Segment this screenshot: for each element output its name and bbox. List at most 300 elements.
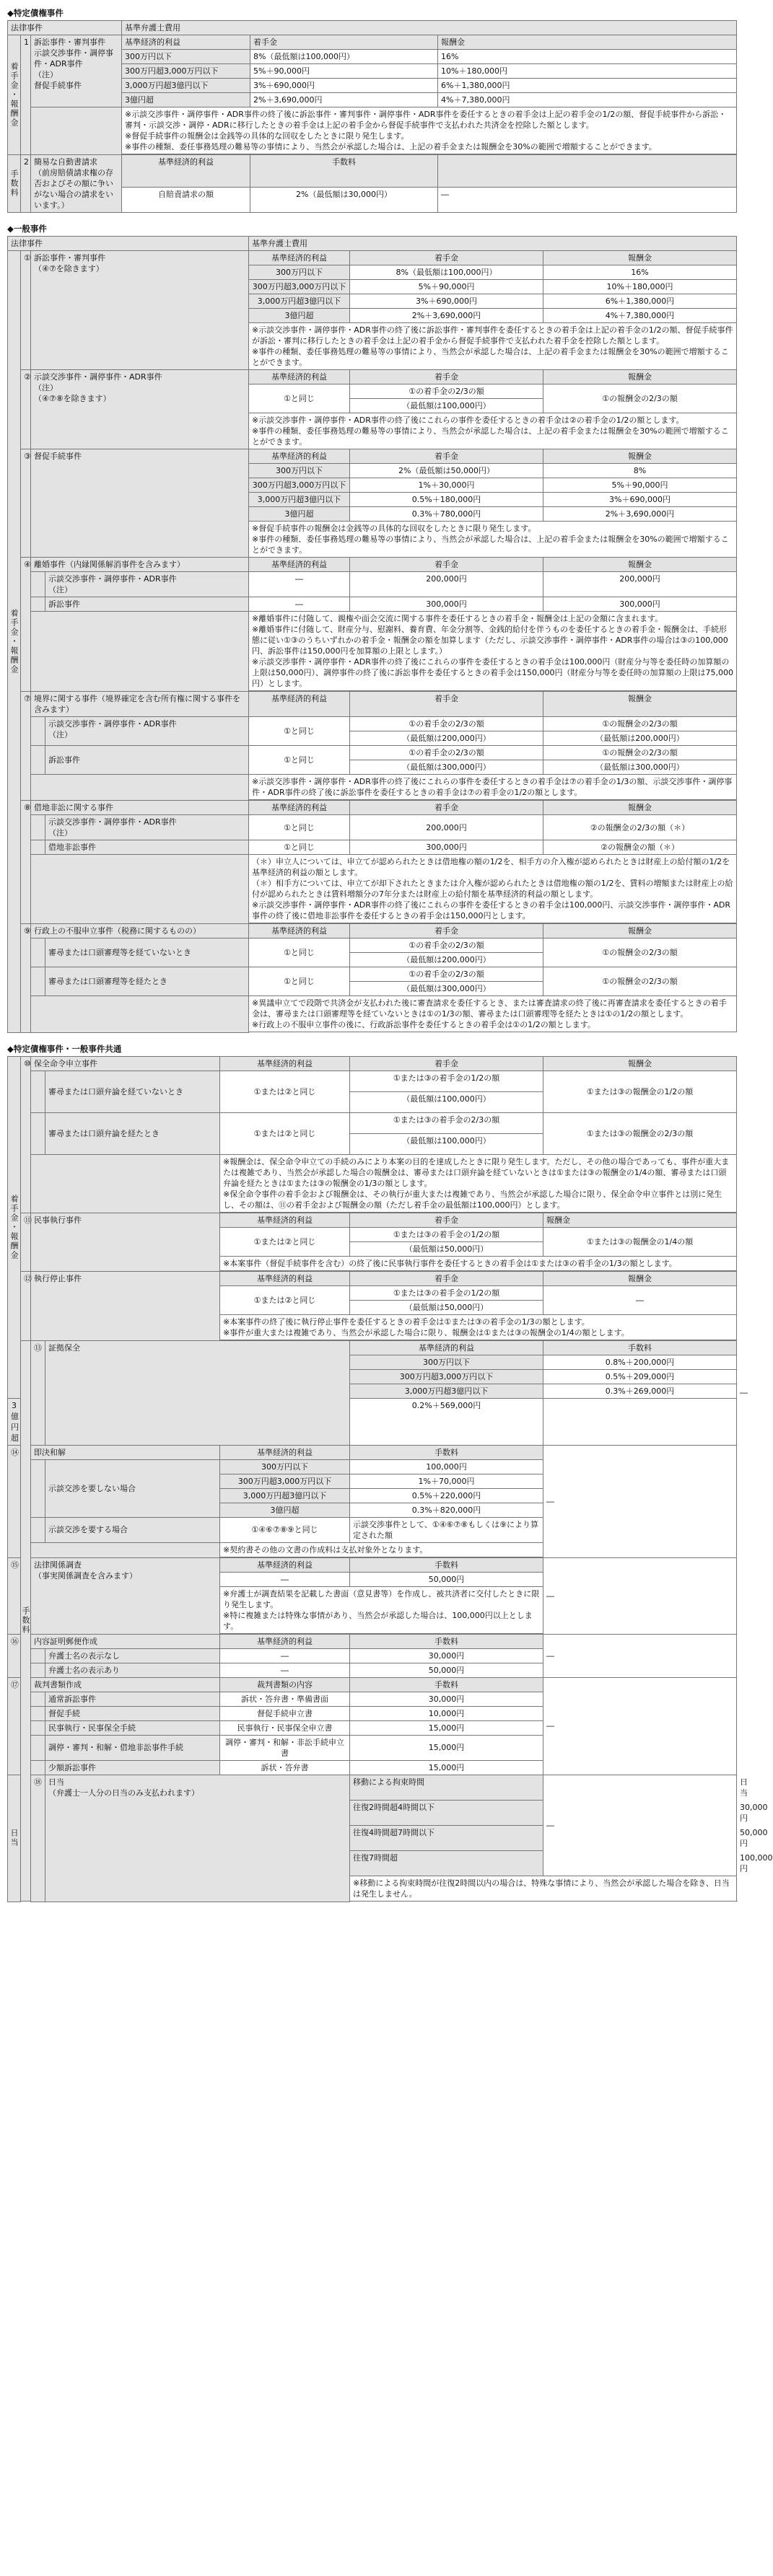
cell: 8%（最低額は100,000円） <box>250 50 438 64</box>
col-header: 基準経済的利益 <box>122 35 250 50</box>
side-label-commission: 手数料 <box>21 1340 31 1901</box>
col-header: 着手金 <box>250 35 438 50</box>
cell: 50,000円 <box>350 1572 543 1586</box>
cell: （最低額は50,000円） <box>350 1241 543 1256</box>
cell: ― <box>543 1677 737 1775</box>
cell: ①と同じ <box>249 717 350 746</box>
note-line: ※弁護士が調査結果を記載した書面（意見書等）を作成し、被共済者に交付したときに限り発生します。 <box>223 1588 540 1609</box>
item-number: ⑰ <box>8 1677 21 1775</box>
cell: ①または②と同じ <box>220 1071 350 1112</box>
table-row <box>8 746 737 760</box>
sub-item: 審尋または口頭弁論を経たとき <box>45 1112 220 1154</box>
col-header: 基準経済的利益 <box>249 558 350 572</box>
blank-cell <box>31 1720 45 1735</box>
common-fee-table: 着手金・報酬金 ⑩ 保全命令申立事件 基準経済的利益 着手金 報酬金 審尋または口頭弁論を経ていないとき ①または②と同じ ①または③の着手金の1/2の額 ①または③の報酬金の1/2の額 （最低額は100,000円） 審尋または口頭弁論を経たとき ①または②と同じ ①または③の着手金の2/3の額 ①または③の報酬金の2/3の額 （最低額は100,000円） ※報酬金は、保全命令申立ての手続のみにより本案の目的を達成したときに限り発生します。ただし、その他の場合であっても、事件が重大または複雑であり、当然会が承認した場合の報酬金は、審尋または口頭弁論を経ていないときは①または③の報酬金の1/4の額、審尋または口頭弁論を経たときは①または③の報酬金の1/3の額とします。 ※保全命令事件の着手金および報酬金は、その執行が重大または複雑であり、当然会が承認した場合に限り、保全命令申立事件とは別に発生し、その額は、⑪の着手金および報酬金の額（ただし着手金の最低額は100,000円）とします。 ⑪ 民事執行事件 基準経済的利益 着手金 報酬金 ①または②と同じ ①または③の着手金の1/2の額 ①または③の報酬金の1/4の額 （最低額は50,000円） ※本案事件（督促手続事件を含む）の終了後に民事執行事件を委任するときの着手金は①または③の着手金の1/3の額とします。 ⑫ 執行停止事件 基準経済的利益 着手金 報酬金 ①または②と同じ ①または③の着手金の1/2の額 ― （最低額は50,000円） ※本案事件の終了後に執行停止事件を委任するときの着手金は①または③の着手金の1/3の額とします。 ※事件が重大または複雑であり、当然会が承認した場合に限り、報酬金は①または③の報酬金の1/4の額とします。 手数料 ⑬ 証拠保全 基準経済的利益 手数料 ― 300万円以下 0.8%＋200,000円 300万円超3,000万円以下 0.5%＋209,000円 3,000万円超3億円以下 0.3%＋269,000円 3億円超 0.2%＋569,000円 ⑭ 即決和解 基準経済的利益 手数料 ― 示談交渉を要しない場合 300万円以下 100,000円 300万円超3,000万円以下 1%＋70,000円 3,000万円超3億円以下 0.5%＋220,000円 3億円超 0.3%＋820,000円 示談交渉を要する場合 ①④⑥⑦⑧⑨と同じ 示談交渉事件として、①④⑥⑦⑧もしくは⑨により算定された額 ※契約書その他の文書の作成料は支払対象外となります。 ⑮ 法律関係調査 （事実関係調査を含みます） 基準経済的利益 手数料 ― ― 50,000円 ※弁護士が調査結果を記載した書面（意見書等）を作成し、被共済者に交付したときに限り発生します。 ※特に複雑または特殊な事情があり、当然会が承認した場合は、100,000円以上とします。 ⑯ 内容証明郵便作成 基準経済的利益 手数料 ― 弁護士名の表示なし ― 30,000円 弁護士名の表示あり ― 50,000円 ⑰ 裁判書類作成 裁判書類の内容 手数料 ― 通常訴訟事件 訴状・答弁書・準備書面 30,000円 督促手続 督促手続申立書 10,000円 民事執行・民事保全手続 民事執行・民事保全申立書 15,000円 調停・審判・和解・借地非訟事件手続 調停・審判・和解・非訟手続申立書 15,000円 少額訴訟事件 訴状・答弁書 15,000円 日当 ⑱ 日当 （弁護士一人分の日当のみ支払われます） 移動による拘束時間 ― 日当 往復2時間超4時間以下 30,000円 往復4時間超7時間以下 50,000円 往復7時間超 100,000円 ※移動による拘束時間が往復2時間以内の場合は、特殊な事情により、当然会が承認した場合を除き、日当は発生しません。 <box>7 1056 737 1902</box>
cell: ①と同じ <box>249 746 350 775</box>
col-header: 手数料 <box>350 1445 543 1459</box>
item-label: 離婚事件（内縁関係解消事件を含みます） <box>31 558 249 572</box>
cell: 0.8%＋200,000円 <box>543 1355 737 1369</box>
cell: 3億円超 <box>122 93 250 107</box>
cell: 6%＋1,380,000円 <box>438 79 737 93</box>
note-line: ※示談交渉事件・調停事件・ADR事件の終了後にこれらの事件を委任するときの着手金は⑦の着手金の1/3の額、示談交渉事件・調停事件・ADR事件の終了後に訴訟事件を委任するときの着手金は⑦の着手金の1/2の額とします。 <box>252 777 733 797</box>
item-number: ⑬ <box>31 1340 45 1445</box>
item-line: 簡易な自動書請求 <box>34 157 97 167</box>
note-line: ※行政上の不服申立事件の後に、行政訴訟事件を委任するときの着手金は①の1/2の額とします。 <box>252 1020 595 1029</box>
col-header: 基準経済的利益 <box>249 692 350 717</box>
blank-cell <box>31 1154 220 1213</box>
sub-item: 訴訟事件 <box>45 746 249 775</box>
cell: （最低額は200,000円） <box>350 953 543 967</box>
table-row <box>8 597 737 612</box>
cell: （最低額は300,000円） <box>350 982 543 996</box>
cell: 15,000円 <box>350 1735 543 1760</box>
blank-cell <box>31 1517 45 1542</box>
cell: ①と同じ <box>249 967 350 996</box>
cell: ― <box>220 1572 350 1586</box>
note-line: ※事件の種類、委任事務処理の難易等の事情により、当然会が承認した場合は、上記の着手金または報酬金を30%の範囲で増額することができます。 <box>252 535 729 555</box>
col-header: 報酬金 <box>543 449 737 464</box>
col-header: 報酬金 <box>438 35 737 50</box>
cell: 2%（最低額は30,000円） <box>250 188 438 213</box>
cell: ①の着手金の2/3の額 <box>350 938 543 953</box>
item-label: 境界に関する事件（境界確定を含む所有権に関する事件を含みます） <box>31 692 249 717</box>
notes <box>249 323 737 370</box>
sub-item-line: 示談交渉事件・調停事件・ADR事件 <box>48 719 177 729</box>
cell: 0.5%＋180,000円 <box>350 493 543 507</box>
cell: 300万円超3,000万円以下 <box>122 64 250 79</box>
cell: ― <box>543 1557 737 1634</box>
table-row <box>8 1071 737 1091</box>
col-header: 基準経済的利益 <box>220 1271 350 1285</box>
col-header: 手数料 <box>350 1557 543 1572</box>
col-header: 報酬金 <box>543 924 737 938</box>
item-number: ⑮ <box>8 1557 21 1634</box>
note-line: ※保全命令事件の着手金および報酬金は、その執行が重大または複雑であり、当然会が承認した場合に限り、保全命令申立事件とは別に発生し、その額は、⑪の着手金および報酬金の額（ただし着手金の最低額は100,000円）とします。 <box>223 1189 722 1210</box>
col-header: 着手金 <box>350 1056 543 1071</box>
item-label: 督促手続事件 <box>31 449 249 558</box>
cell: 300万円以下 <box>249 464 350 478</box>
item-line: （④⑦を除きます） <box>34 264 104 273</box>
cell: 0.3%＋780,000円 <box>350 507 543 522</box>
note-line: ※移動による拘束時間が往復2時間以内の場合は、特殊な事情により、当然会が承認した場合を除き、日当は発生しません。 <box>353 1878 730 1899</box>
cell: 8% <box>543 464 737 478</box>
col-header: 基準経済的利益 <box>249 449 350 464</box>
cell: （最低額は300,000円） <box>350 760 543 775</box>
col-header: 着手金 <box>350 1213 543 1227</box>
cell: 往復7時間超 <box>350 1850 543 1876</box>
col-header: 報酬金 <box>543 1056 737 1071</box>
cell: 往復2時間超4時間以下 <box>350 1800 543 1825</box>
col-header: 着手金 <box>350 801 543 815</box>
item-label: 内容証明郵便作成 <box>31 1634 220 1648</box>
cell: ①の報酬金の2/3の額 <box>543 717 737 731</box>
cell: 15,000円 <box>350 1720 543 1735</box>
item-line: 日当 <box>48 1777 64 1787</box>
col-header: 手数料 <box>250 155 438 188</box>
sub-item: 通常訴訟事件 <box>45 1692 220 1706</box>
notes <box>220 1586 543 1633</box>
sub-item: 審尋または口頭審理等を経ていないとき <box>45 938 249 967</box>
cell: ①または③の報酬金の1/2の額 <box>543 1071 737 1112</box>
cell: ①の着手金の2/3の額 <box>350 967 543 982</box>
note-line: ※事件の種類、委任事務処理の難易等の事情により、当然会が承認した場合は、上記の着手金または報酬金を30%の範囲で増額することができます。 <box>252 347 729 367</box>
cell: 10,000円 <box>350 1706 543 1720</box>
sub-item: 審尋または口頭弁論を経ていないとき <box>45 1071 220 1112</box>
blank-cell <box>31 1735 45 1760</box>
cell: 調停・審判・和解・非訟手続申立書 <box>220 1735 350 1760</box>
item-label: 保全命令申立事件 <box>31 1056 220 1071</box>
item-line: 示談交渉事件・調停事件・ADR事件 <box>34 372 162 382</box>
item-label: 民事執行事件 <box>31 1213 220 1271</box>
sub-item: 督促手続 <box>45 1706 220 1720</box>
sub-item-line: （注） <box>48 730 72 739</box>
col-header: 基準経済的利益 <box>249 370 350 384</box>
cell: ②の報酬金の額（＊） <box>543 840 737 855</box>
cell: 50,000円 <box>350 1663 543 1677</box>
note-line: ※離婚事件に付随して、親権や面会交流に関する事件を委任するときの着手金・報酬金は上記の金額に含まれます。 <box>252 614 663 623</box>
notes <box>122 107 737 154</box>
blank-cell <box>438 155 737 188</box>
cell: ― <box>543 1445 737 1557</box>
cell: ― <box>249 597 350 612</box>
cell: ― <box>220 1648 350 1663</box>
col-header: 報酬金 <box>543 1271 737 1285</box>
section-title-specific: ◆特定債権事件 <box>7 8 64 18</box>
cell: ①または②と同じ <box>220 1285 350 1314</box>
cell: 3,000万円超3億円以下 <box>249 294 350 309</box>
blank-cell <box>31 1459 45 1517</box>
col-header: 基準経済的利益 <box>220 1445 350 1459</box>
cell: 200,000円 <box>350 815 543 840</box>
cell: ①の着手金の2/3の額 <box>350 717 543 731</box>
blank-cell <box>31 717 45 746</box>
cell: 16% <box>438 50 737 64</box>
item-label: 即決和解 <box>31 1445 220 1459</box>
col-header: 着手金 <box>350 449 543 464</box>
table-row: 往復7時間超 100,000円 <box>8 1850 737 1876</box>
sub-item: 借地非訟事件 <box>45 840 249 855</box>
col-header: 基準経済的利益 <box>249 924 350 938</box>
item-label: 執行停止事件 <box>31 1271 220 1340</box>
cell: 15,000円 <box>350 1760 543 1775</box>
blank-cell <box>31 1648 45 1663</box>
notes <box>249 612 737 691</box>
general-fee-table <box>7 236 737 1033</box>
cell: 300,000円 <box>543 597 737 612</box>
item-line: 訴訟事件・審判事件 <box>34 253 105 263</box>
cell: 訴状・答弁書・準備書面 <box>220 1692 350 1706</box>
cell: 5%＋90,000円 <box>350 280 543 294</box>
item-line: 示談交渉事件・調停事件・ADR事件 <box>34 48 113 69</box>
table-row <box>8 717 737 731</box>
cell: ― <box>249 572 350 597</box>
note-line: ※事件が重大または複雑であり、当然会が承認した場合に限り、報酬金は①または③の報酬金の1/4の額とします。 <box>223 1327 629 1337</box>
sub-item <box>45 815 249 840</box>
cell: 3%＋690,000円 <box>543 493 737 507</box>
item-label: 裁判書類作成 <box>31 1677 220 1692</box>
col-header: 基準経済的利益 <box>350 1340 543 1355</box>
cell: ①と同じ <box>249 938 350 967</box>
col-header: 着手金 <box>350 692 543 717</box>
cell: 民事執行・民事保全申立書 <box>220 1720 350 1735</box>
col-header: 手数料 <box>350 1677 543 1692</box>
col-header: 移動による拘束時間 <box>350 1775 543 1800</box>
note-line: ※督促手続事件の報酬金は金銭等の具体的な回収をしたときに限り発生します。 <box>252 524 536 533</box>
col-header: 手数料 <box>543 1340 737 1355</box>
note-line: ※契約書その他の文書の作成料は支払対象外となります。 <box>223 1544 428 1555</box>
col-header: 着手金 <box>350 1271 543 1285</box>
notes <box>249 855 737 923</box>
item-line: （事実関係調査を含みます） <box>34 1570 137 1581</box>
note-line: ※報酬金は、保全命令申立ての手続のみにより本案の目的を達成したときに限り発生します。ただし、その他の場合であっても、事件が重大または複雑であり、当然会が承認した場合の報酬金は、審尋または口頭弁論を経ていないときは①または③の報酬金の1/4の額、審尋または口頭弁論を経たときは①または③の報酬金の1/3の額とします。 <box>223 1156 730 1188</box>
note-line: ※事件の種類、委任事務処理の難易等の事情により、当然会が承認した場合は、上記の着手金または報酬金を30%の範囲で増額することができます。 <box>252 426 729 447</box>
cell: 3,000万円超3億円以下 <box>249 493 350 507</box>
cell: ― <box>438 188 737 213</box>
blank-cell <box>31 938 45 967</box>
cell: 300万円以下 <box>249 265 350 280</box>
item-label: 借地非訟に関する事件 <box>31 801 249 815</box>
cell: ②の報酬金の2/3の額（＊） <box>543 815 737 840</box>
blank-cell <box>31 1760 45 1775</box>
sub-item-line: 示談交渉事件・調停事件・ADR事件 <box>48 817 177 827</box>
cell: 3,000万円超3億円以下 <box>350 1384 543 1398</box>
item-label <box>31 1557 220 1634</box>
item-line: 法律関係調査 <box>34 1560 82 1570</box>
cell: （最低額は100,000円） <box>350 399 543 413</box>
cell: 3%＋690,000円 <box>250 79 438 93</box>
item-number: 2 <box>21 155 31 213</box>
cell: 3億円超 <box>8 1398 21 1445</box>
cell: ①または③の報酬金の2/3の額 <box>543 1112 737 1154</box>
item-number: ⑪ <box>21 1213 31 1271</box>
item-label <box>31 370 249 449</box>
cell: 3億円超 <box>249 309 350 323</box>
item-label <box>31 251 249 370</box>
blank-cell <box>31 855 249 924</box>
cell: 0.3%＋820,000円 <box>350 1503 543 1517</box>
cell: ①の報酬金の2/3の額 <box>543 746 737 760</box>
table-row <box>8 1112 737 1133</box>
cell: 30,000円 <box>350 1692 543 1706</box>
col-header: 報酬金 <box>543 251 737 265</box>
note-line: ※示談交渉事件・調停事件・ADR事件の終了後にこれらの事件を委任するときの着手金は100,000円、示談交渉事件・調停事件・ADR事件の終了後に借地非訟事件を委任するときの着手金は150,000円とします。 <box>252 900 730 920</box>
item-line: （前房賠債請求権の存否およびその額に争いがない場合の請求をいいます。） <box>34 168 113 210</box>
item-number: ⑧ <box>21 801 31 924</box>
item-number: ④ <box>21 558 31 692</box>
item-label <box>31 35 122 107</box>
note-line: ※示談交渉事件・調停事件・ADR事件の終了後に訴訟事件・審判事件・調停事件・ADR事件を委任するときの着手金は上記の着手金の1/2の額、督促手続事件から訴訟・審判・示談交渉・調停・ADRに移行したときの着手金は上記の着手金から督促手続事件で支払われた共済金を控除した額とします。 <box>125 110 727 130</box>
col-header: 基準経済的利益 <box>249 251 350 265</box>
sub-item-line: （注） <box>48 828 72 838</box>
cell: 30,000円 <box>350 1648 543 1663</box>
cell: 3億円超 <box>220 1503 350 1517</box>
note-line: （＊）相手方については、申立てが却下されたときまたは介入権が認められたときは借地権の額の1/2を、賃料の増額または財産上の給付が認められたときは賃料増額分の7年分または財産上の給付額を基準経済的利益の額とします。 <box>252 879 733 899</box>
blank-cell <box>31 775 249 801</box>
notes <box>249 522 737 558</box>
notes <box>249 996 737 1032</box>
cell: 督促手続申立書 <box>220 1706 350 1720</box>
blank-cell <box>31 1706 45 1720</box>
section-title-general: ◆一般事件 <box>7 224 47 234</box>
cell: 300万円超3,000万円以下 <box>249 280 350 294</box>
table-row <box>8 815 737 840</box>
category-header: 法律事件 <box>8 237 249 251</box>
col-header: 裁判書類の内容 <box>220 1677 350 1692</box>
cell: （最低額は100,000円） <box>350 1133 543 1154</box>
blank-cell <box>31 107 122 155</box>
cell: 2%（最低額は50,000円） <box>350 464 543 478</box>
cell: 10%＋180,000円 <box>543 280 737 294</box>
cell: 0.2%＋569,000円 <box>350 1398 543 1445</box>
sub-item <box>45 717 249 746</box>
note-line: ※本案事件（督促手続事件を含む）の終了後に民事執行事件を委任するときの着手金は①または③の着手金の1/3の額とします。 <box>223 1258 677 1268</box>
blank-cell <box>31 572 45 597</box>
item-label <box>45 1775 350 1902</box>
cell: 300万円以下 <box>350 1355 543 1369</box>
cell: （最低額は200,000円） <box>543 731 737 746</box>
cell: ①または③の着手金の1/2の額 <box>350 1227 543 1241</box>
notes <box>220 1154 737 1212</box>
col-header: 基準経済的利益 <box>249 801 350 815</box>
cell: 5%＋90,000円 <box>543 478 737 493</box>
item-number: ⑨ <box>21 924 31 1033</box>
cell: ①と同じ <box>249 384 350 413</box>
cell: ①の報酬金の2/3の額 <box>543 938 737 967</box>
table-row <box>8 840 737 855</box>
col-header: 報酬金 <box>543 1213 737 1227</box>
note-line: ※事件の種類、委任事務処理の難易等の事情により、当然会が承認した場合は、上記の着手金または報酬金を30%の範囲で増額することができます。 <box>125 142 657 151</box>
col-header: 基準経済的利益 <box>220 1557 350 1572</box>
cell: 0.3%＋269,000円 <box>543 1384 737 1398</box>
blank-cell <box>31 996 249 1033</box>
blank-cell <box>31 1663 45 1677</box>
cell: 3,000万円超3億円以下 <box>220 1488 350 1503</box>
blank-cell <box>21 1901 220 1902</box>
col-header: 基準経済的利益 <box>220 1213 350 1227</box>
table-row: 往復4時間超7時間以下 50,000円 <box>8 1825 737 1850</box>
sub-item: 弁護士名の表示なし <box>45 1648 220 1663</box>
col-header: 報酬金 <box>543 558 737 572</box>
col-header: 基準経済的利益 <box>122 155 250 188</box>
notes <box>249 413 737 449</box>
cell: 2%＋3,690,000円 <box>543 507 737 522</box>
item-label: 証拠保全 <box>45 1340 350 1445</box>
item-line: （注） <box>34 383 58 392</box>
item-number: ② <box>21 370 31 449</box>
item-number: ⑦ <box>21 692 31 801</box>
blank-cell <box>31 597 45 612</box>
blank-cell <box>31 1112 45 1154</box>
sub-item: 民事執行・民事保全手続 <box>45 1720 220 1735</box>
cell: （最低額は50,000円） <box>350 1300 543 1314</box>
section-title-common: ◆特定債権事件・一般事件共通 <box>7 1043 122 1054</box>
table-row: 往復2時間超4時間以下 30,000円 <box>8 1800 737 1825</box>
cell: 3,000万円超3億円以下 <box>122 79 250 93</box>
cell: 5%＋90,000円 <box>250 64 438 79</box>
cell: ①の着手金の2/3の額 <box>350 384 543 399</box>
cell: 200,000円 <box>350 572 543 597</box>
blank-cell <box>31 840 45 855</box>
cell: 3億円超 <box>249 507 350 522</box>
col-header: 報酬金 <box>543 801 737 815</box>
cell: 0.5%＋220,000円 <box>350 1488 543 1503</box>
cell: ― <box>543 1285 737 1314</box>
item-label <box>31 155 122 213</box>
sub-item: 示談交渉を要する場合 <box>45 1517 220 1542</box>
note-line: ※離婚事件に付随して、財産分与、慰謝料、養育費、年金分割等、金銭的給付を伴うものを委任するときの着手金・報酬金は、手続形態に従い①③のうちいずれかの着手金・報酬金の額を加算します（ただし、示談交渉事件・調停事件・ADR事件の場合は③の100,000円、訴訟事件は150,000円を加算額の上限とします。） <box>252 625 728 656</box>
item-line: （④⑦⑧を除きます） <box>34 394 111 403</box>
blank-cell <box>31 1692 45 1706</box>
sub-item: 弁護士名の表示あり <box>45 1663 220 1677</box>
cell: 300,000円 <box>350 597 543 612</box>
cell: 0.5%＋209,000円 <box>543 1369 737 1384</box>
blank-cell <box>31 815 45 840</box>
cell: ①の着手金の2/3の額 <box>350 746 543 760</box>
cell: ― <box>543 1634 737 1677</box>
cell: ①または③の着手金の1/2の額 <box>350 1071 543 1091</box>
cell: ①または③の着手金の1/2の額 <box>350 1285 543 1300</box>
cell: 往復4時間超7時間以下 <box>350 1825 543 1850</box>
cell: 10%＋180,000円 <box>438 64 737 79</box>
blank-cell <box>31 612 249 692</box>
col-header: 着手金 <box>350 251 543 265</box>
note-line: ※督促手続事件の報酬金は金銭等の具体的な回収をしたときに限り発生します。 <box>125 131 409 141</box>
blank-cell <box>31 967 45 996</box>
item-number: ③ <box>21 449 31 558</box>
cell: ①または②と同じ <box>220 1112 350 1154</box>
table-row <box>8 572 737 597</box>
notes <box>220 1256 737 1270</box>
blank-cell <box>249 1032 737 1033</box>
cell: 自賠責請求の額 <box>122 188 250 213</box>
col-header: 基準経済的利益 <box>220 1056 350 1071</box>
sub-item: 示談交渉を要しない場合 <box>45 1459 220 1517</box>
category-header: 法律事件 <box>8 21 122 35</box>
note-line: ※本案事件の終了後に執行停止事件を委任するときの着手金は①または③の着手金の1/3の額とします。 <box>223 1316 590 1327</box>
cell: 1%＋70,000円 <box>350 1474 543 1488</box>
cell: 16% <box>543 265 737 280</box>
cell: 300万円超3,000万円以下 <box>249 478 350 493</box>
note-line: （＊）申立人については、申立てが認められたときは借地権の額の1/2を、相手方の介入権が認められたときは財産上の給付額の1/2を基準経済的利益の額とします。 <box>252 857 730 877</box>
cell: 100,000円 <box>350 1459 543 1474</box>
note-line: ※特に複雑または特殊な事情があり、当然会が承認した場合は、100,000円以上とします。 <box>223 1610 533 1631</box>
col-header: 基準経済的利益 <box>220 1634 350 1648</box>
cell: 訴状・答弁書 <box>220 1760 350 1775</box>
cell: ①④⑥⑦⑧⑨と同じ <box>220 1517 350 1542</box>
sub-item: 調停・審判・和解・借地非訟事件手続 <box>45 1735 220 1760</box>
item-number: ⑱ <box>31 1775 45 1902</box>
notes <box>249 775 737 800</box>
item-line: （注） <box>34 70 58 79</box>
cell: 2%＋3,690,000円 <box>350 309 543 323</box>
cell: ①と同じ <box>249 840 350 855</box>
blank-cell <box>31 1071 45 1112</box>
cell: ①または②と同じ <box>220 1227 350 1256</box>
sub-item: 訴訟事件 <box>45 597 249 612</box>
base-fee-header: 基準弁護士費用 <box>122 21 737 35</box>
item-number: ⑫ <box>21 1271 31 1340</box>
cell: 2%＋3,690,000円 <box>250 93 438 107</box>
cell: 1%＋30,000円 <box>350 478 543 493</box>
col-header: 報酬金 <box>543 692 737 717</box>
cell: 300万円超3,000万円以下 <box>350 1369 543 1384</box>
cell: ①または③の着手金の2/3の額 <box>350 1112 543 1133</box>
cell: 4%＋7,380,000円 <box>438 93 737 107</box>
cell: ― <box>543 1775 737 1876</box>
cell: （最低額は200,000円） <box>350 731 543 746</box>
side-label-commission: 手数料 <box>8 155 21 213</box>
sub-item-line: 示談交渉事件・調停事件・ADR事件 <box>48 574 177 584</box>
